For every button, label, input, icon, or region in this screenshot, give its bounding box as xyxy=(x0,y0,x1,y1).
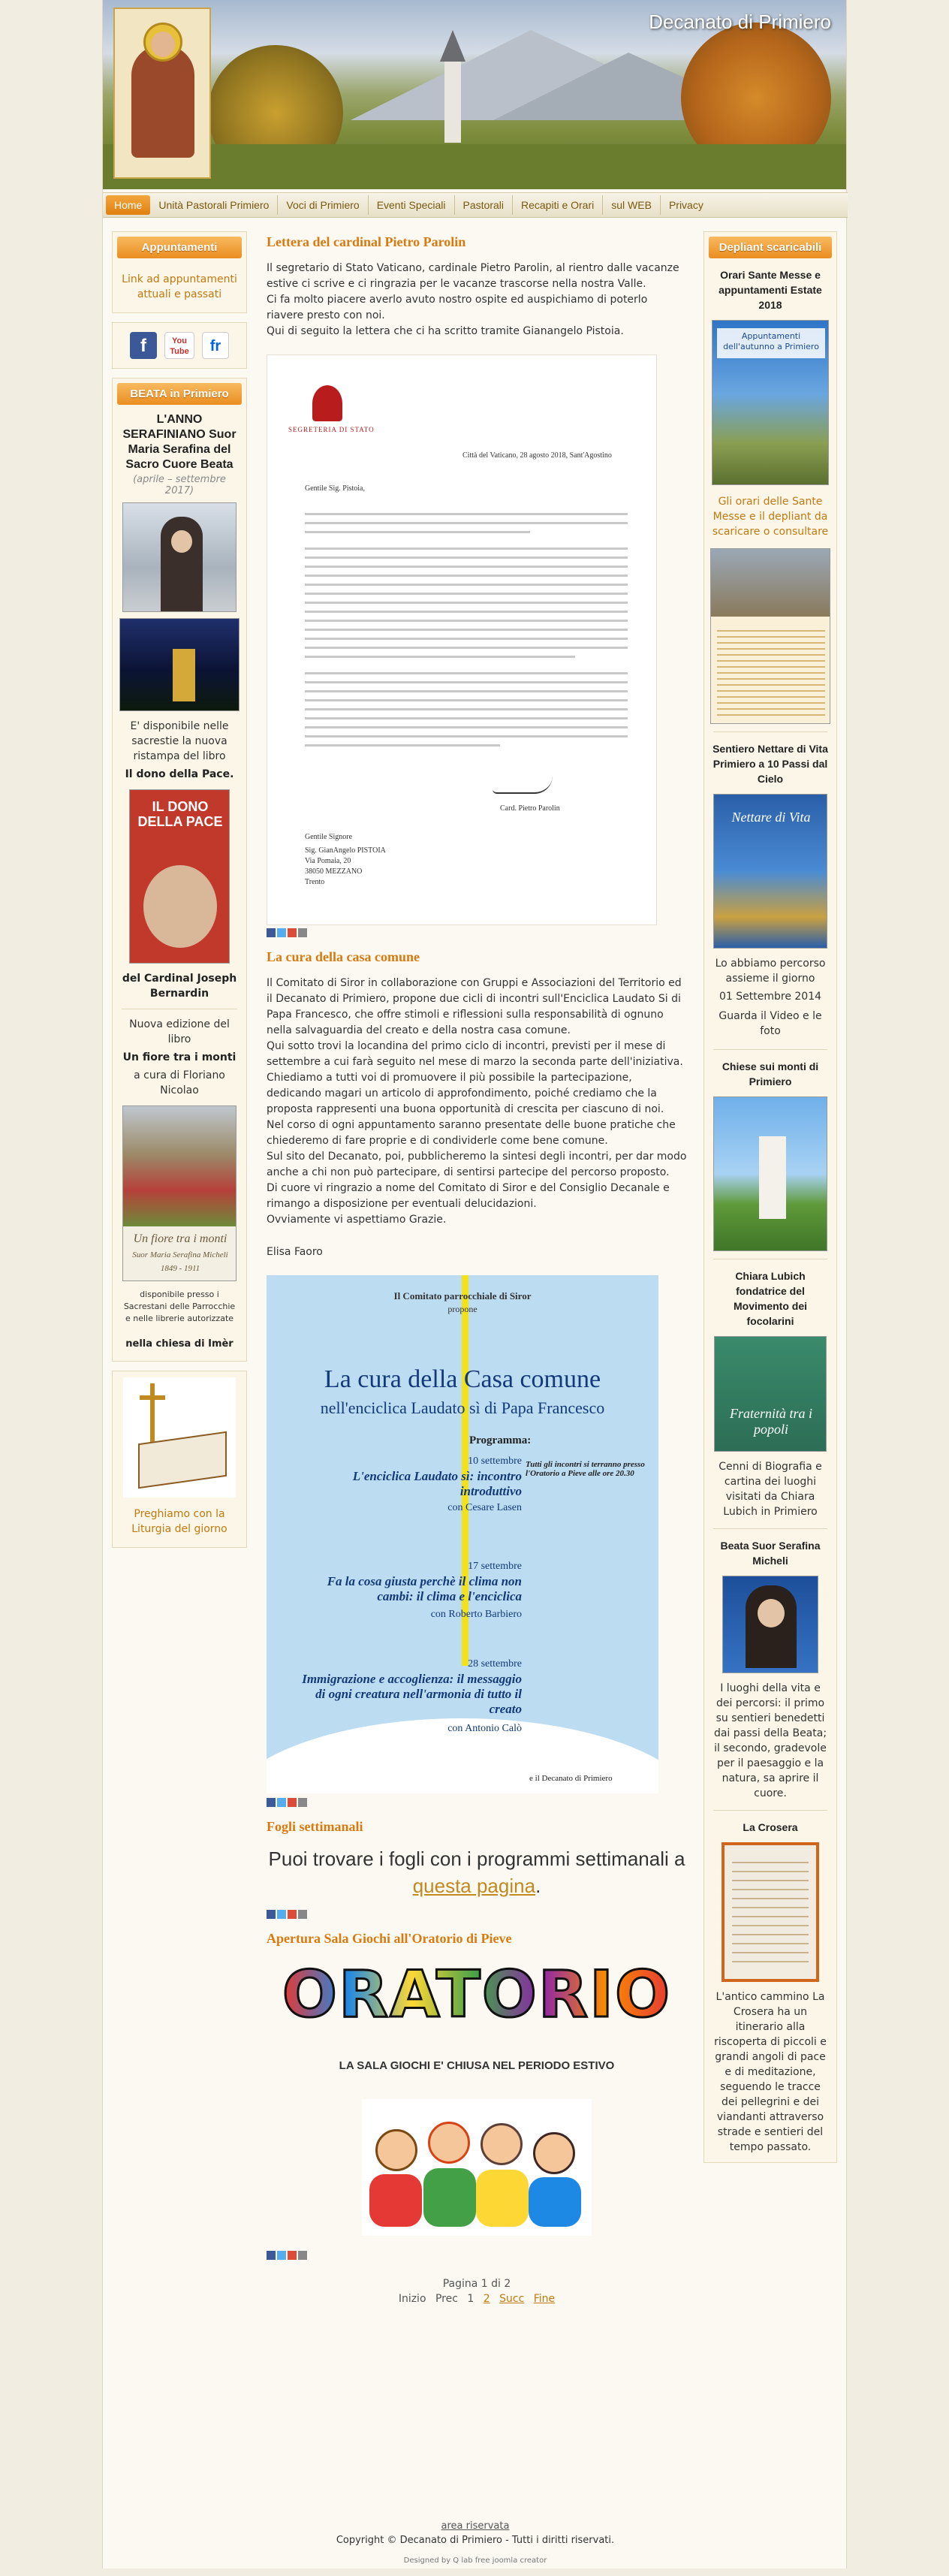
saint-face-icon xyxy=(151,32,175,57)
liturgia-box xyxy=(112,1371,247,1548)
cross-icon xyxy=(150,1383,155,1443)
signature-icon xyxy=(493,776,553,794)
youtube-icon[interactable]: You Tube xyxy=(164,332,194,359)
book-cover-fiore[interactable] xyxy=(122,1106,236,1281)
poster-speaker3: con Antonio Calò xyxy=(447,1723,522,1734)
sentiero-text1: Lo abbiamo percorso assieme il giorno xyxy=(715,958,826,985)
lubich-title: Chiara Lubich fondatrice del Movimento dei focolarini xyxy=(733,1270,807,1327)
messe-depliant-cover[interactable] xyxy=(712,320,829,485)
letter-line xyxy=(305,584,628,586)
sentiero-title: Sentiero Nettare di Vita Primiero a 10 Passi dal Cielo xyxy=(713,743,828,785)
pagination-next[interactable]: Succ xyxy=(499,2293,525,2305)
bible-cross-image[interactable] xyxy=(123,1377,236,1498)
child-face-icon xyxy=(481,2123,523,2165)
gplus-share-icon[interactable] xyxy=(288,2251,297,2260)
child-body-icon xyxy=(476,2170,529,2227)
poster-date3: 28 settembre xyxy=(468,1658,522,1670)
beata-box xyxy=(112,378,247,1362)
lubich-cover-text: Fraternità tra i popoli xyxy=(729,1406,812,1437)
poster-programma: Programma: xyxy=(469,1434,532,1446)
children-cartoon-image xyxy=(362,2099,592,2236)
letter-line xyxy=(305,681,628,683)
email-share-icon[interactable] xyxy=(298,1798,307,1807)
lubich-text: Cenni di Biografia e cartina dei luoghi visitati da Chiara Lubich in Primiero xyxy=(719,1461,822,1518)
crosera-map-image xyxy=(732,1854,809,1967)
letter-line xyxy=(305,611,628,613)
book2-author: a cura di Floriano Nicolao xyxy=(134,1069,225,1096)
email-share-icon[interactable] xyxy=(298,928,307,937)
messe-link[interactable]: Gli orari delle Sante Messe e il depliant da scaricare o consultare xyxy=(712,496,829,538)
right-sidebar xyxy=(703,231,837,2172)
oratorio-logo xyxy=(267,1957,687,2032)
share-bar xyxy=(267,1910,687,1919)
letter-line xyxy=(305,557,628,559)
footer xyxy=(103,2520,848,2565)
new-edition-text: Nuova edizione del libro xyxy=(129,1018,230,1045)
letter-line xyxy=(305,566,628,568)
poster-date1: 10 settembre xyxy=(468,1455,522,1467)
letter-line xyxy=(305,656,575,658)
messe-title: Orari Sante Messe e appuntamenti Estate 2018 xyxy=(719,269,822,311)
divider xyxy=(713,1049,827,1050)
site-logo[interactable] xyxy=(113,8,211,179)
letter-line xyxy=(305,726,628,728)
letter-line xyxy=(305,672,628,674)
fogli-text-body: Puoi trovare i fogli con i programmi settimanali a xyxy=(268,1848,685,1870)
reserved-link[interactable]: area riservata xyxy=(441,2520,510,2532)
article1-text: Il segretario di Stato Vaticano, cardinale Pietro Parolin, al rientro dalle vacanze estive ci scrive e ci ringrazia per le vacanze trascorse nella nostra Valle. Ci fa molto piacere averlo avuto nostro ospite ed auspichiamo di poterlo riavere presto con noi. Qui di seguito la lettera che ci ha scritto tramite Gianangelo Pistoia. xyxy=(267,262,679,337)
letter-line xyxy=(305,744,500,747)
gplus-share-icon[interactable] xyxy=(288,1910,297,1919)
poster-note: Tutti gli incontri si terranno presso l'Oratorio a Pieve alle ore 20.30 xyxy=(526,1460,645,1478)
sentiero-cover[interactable] xyxy=(713,794,827,949)
letter-line xyxy=(305,593,628,595)
article1-title[interactable]: Lettera del cardinal Pietro Parolin xyxy=(267,234,466,249)
crosera-title: La Crosera xyxy=(743,1821,798,1833)
casa-comune-poster[interactable] xyxy=(267,1275,658,1793)
facebook-icon[interactable]: f xyxy=(130,332,157,359)
site-title: Decanato di Primiero xyxy=(649,11,831,33)
child-face-icon xyxy=(533,2132,575,2174)
pagination-info: Pagina 1 di 2 xyxy=(442,2278,511,2290)
appuntamenti-link[interactable]: Link ad appuntamenti attuali e passati xyxy=(122,273,237,300)
poster-top1: Il Comitato parrocchiale di Siror xyxy=(393,1290,532,1302)
beata-title: BEATA in Primiero xyxy=(117,383,242,405)
nav-recapiti[interactable]: Recapiti e Orari xyxy=(513,195,603,215)
letter-addr3: Via Pomaia, 20 xyxy=(305,857,351,865)
facebook-share-icon[interactable] xyxy=(267,1798,276,1807)
facebook-share-icon[interactable] xyxy=(267,1910,276,1919)
depliant-title: Depliant scaricabili xyxy=(709,237,832,258)
nun-face-icon xyxy=(758,1599,785,1627)
email-share-icon[interactable] xyxy=(298,2251,307,2260)
letter-line xyxy=(305,513,628,515)
twitter-share-icon[interactable] xyxy=(277,1798,286,1807)
article2-title[interactable]: La cura della casa comune xyxy=(267,949,420,964)
sala-giochi-notice: LA SALA GIOCHI E' CHIUSA NEL PERIODO ESTIVO xyxy=(339,2059,615,2072)
nav-sul-web[interactable]: sul WEB xyxy=(603,195,661,215)
social-box xyxy=(112,322,247,369)
nav-unita-pastorali[interactable]: Unità Pastorali Primiero xyxy=(150,195,278,215)
letter-line xyxy=(305,708,628,710)
book2-photo xyxy=(123,1106,236,1226)
child-body-icon xyxy=(529,2177,581,2227)
child-face-icon xyxy=(428,2122,470,2164)
chapel-icon xyxy=(759,1136,786,1219)
poster-title: La cura della Casa comune xyxy=(324,1365,601,1393)
poster-date2: 17 settembre xyxy=(468,1561,522,1572)
beata-heading: L'ANNO SERAFINIANO Suor Maria Serafina del Sacro Cuore Beata xyxy=(122,413,236,471)
header-banner xyxy=(103,0,846,189)
sentiero-cover-text: Nettare di Vita xyxy=(731,810,811,825)
letter-line xyxy=(305,638,628,640)
letter-line xyxy=(305,575,628,577)
letter-date: Città del Vaticano, 28 agosto 2018, Sant'Agostino xyxy=(462,451,612,460)
pagination xyxy=(267,2293,687,2305)
share-bar xyxy=(267,928,687,937)
letter-line xyxy=(305,717,628,719)
book2-cover-years: 1849 - 1911 xyxy=(160,1264,200,1273)
share-bar xyxy=(267,2251,687,2260)
letter-sign: Card. Pietro Parolin xyxy=(500,804,560,813)
gplus-share-icon[interactable] xyxy=(288,928,297,937)
copyright: Copyright © Decanato di Primiero - Tutti i diritti riservati. xyxy=(336,2535,615,2546)
poster-subtitle: nell'enciclica Laudato sì di Papa Francesco xyxy=(320,1398,605,1417)
book-available-text: E' disponibile nelle sacrestie la nuova ristampa del libro xyxy=(130,720,229,762)
left-sidebar xyxy=(112,231,247,1557)
book2-title: Un fiore tra i monti xyxy=(122,1051,236,1063)
nav-privacy[interactable]: Privacy xyxy=(668,199,703,211)
depliant-box xyxy=(703,231,837,2163)
crosera-cover[interactable] xyxy=(722,1842,819,1982)
vatican-crest-icon xyxy=(312,385,342,421)
nun-face-icon xyxy=(171,530,192,553)
letter-line xyxy=(305,602,628,604)
lubich-cover[interactable] xyxy=(714,1336,827,1452)
child-body-icon xyxy=(369,2174,422,2227)
divider xyxy=(713,731,827,732)
poster-talk2: Fa la cosa giusta perchè il clima non cambi: il clima e l'enciclica xyxy=(327,1574,522,1603)
messe-cover-text: Appuntamenti dell'autunno a Primiero xyxy=(717,328,825,358)
article2-text: Il Comitato di Siror in collaborazione con Gruppi e Associazioni del Territorio ed il Decanato di Primiero, propone due cicli di incontri sull'Enciclica Laudato Si di Papa Francesco, che offre stimoli e riflessioni sulla responsabilità di ognuno nella salvaguardia del creato e della nostra casa comune. Qui sotto trovi la locandina del primo ciclo di incontri, previsti per il mese di settembre a cui farà seguito nel mese di marzo la seconda parte dell'iniziativa. Chiediamo a tutti voi di promuovere il più possibile la partecipazione, dedicando magari un articolo di approfondimento, poiché crediamo che la proposta rappresenti una buona opportunità di crescita per ciascuno di noi. Nel corso di ogni appuntamento saranno presentate delle buone pratiche che chiederemo di fare proprie e di condividerle come bene comune. Sul sito del Decanato, poi, pubblicheremo la sintesi degli incontri, per dar modo anche a chi non può partecipare, di sentirsi partecipe del percorso proposto. Di cuore vi ringrazio a nome del Comitato di Siror e del Consiglio Decanale e rimango a disposizione per eventuali delucidazioni. Ovviamente vi aspettiamo Grazie. xyxy=(267,977,687,1226)
letter-addr2: Sig. GianAngelo PISTOIA xyxy=(305,846,386,855)
orari-messe-depliant[interactable] xyxy=(710,548,830,724)
schedule-table-image xyxy=(717,626,825,716)
letter-greeting: Gentile Sig. Pistoia, xyxy=(305,484,365,493)
pagination-prev: Prec xyxy=(435,2293,458,2305)
main-navigation xyxy=(103,192,848,218)
letter-org: SEGRETERIA DI STATO xyxy=(288,426,375,433)
poster-foot: e il Decanato di Primiero xyxy=(529,1774,613,1783)
chiese-photo[interactable] xyxy=(713,1096,827,1251)
appuntamenti-box xyxy=(112,231,247,313)
village-photo xyxy=(711,549,830,617)
divider xyxy=(713,1528,827,1529)
pagination-page1: 1 xyxy=(467,2293,474,2305)
letter-line xyxy=(305,647,628,649)
letter-addr4: 38050 MEZZANO xyxy=(305,867,363,876)
divider xyxy=(713,1810,827,1811)
chiese-title: Chiese sui monti di Primiero xyxy=(722,1060,819,1087)
pagination-end[interactable]: Fine xyxy=(533,2293,556,2305)
parolin-letter-image[interactable] xyxy=(267,354,657,925)
oratorio-logo-text: ORATORIO xyxy=(282,1957,672,2032)
poster-top2: propone xyxy=(447,1304,478,1314)
meadow-image xyxy=(103,144,846,189)
serafina-cover[interactable] xyxy=(722,1576,818,1673)
letter-addr5: Trento xyxy=(305,878,325,886)
sentiero-video-link[interactable]: Guarda il Video e le foto xyxy=(719,1010,822,1037)
facebook-share-icon[interactable] xyxy=(267,928,276,937)
saint-figure-icon xyxy=(131,45,194,158)
email-share-icon[interactable] xyxy=(298,1910,307,1919)
letter-line xyxy=(305,735,628,738)
fogli-link[interactable]: questa pagina xyxy=(412,1875,536,1897)
serafina-title: Beata Suor Serafina Micheli xyxy=(720,1540,821,1567)
letter-line xyxy=(305,699,628,701)
facebook-share-icon[interactable] xyxy=(267,2251,276,2260)
letter-line xyxy=(305,547,628,550)
letter-line xyxy=(305,522,628,524)
pagination-start: Inizio xyxy=(398,2293,426,2305)
beata-period: (aprile – settembre 2017) xyxy=(133,474,226,496)
nav-voci[interactable]: Voci di Primiero xyxy=(278,195,368,215)
nav-eventi[interactable]: Eventi Speciali xyxy=(369,195,455,215)
serafina-text: I luoghi della vita e dei percorsi: il primo su sentieri benedetti dai passi della Beata; il secondo, gradevole per il paesaggio e la natura, sa aprire il cuore. xyxy=(713,1682,827,1799)
fogli-text xyxy=(267,1845,687,1899)
appuntamenti-title: Appuntamenti xyxy=(117,237,242,258)
flickr-icon[interactable]: fr xyxy=(202,332,229,359)
availability-text: disponibile presso i Sacrestani delle Parrocchie e nelle librerie autorizzate xyxy=(123,1290,236,1323)
sentiero-date: 01 Settembre 2014 xyxy=(719,991,822,1003)
poster-speaker1: con Cesare Lasen xyxy=(447,1502,522,1513)
twitter-share-icon[interactable] xyxy=(277,1910,286,1919)
page-wrapper xyxy=(102,0,847,2568)
article2-author: Elisa Faoro xyxy=(267,1246,323,1258)
pagination-page2[interactable]: 2 xyxy=(483,2293,490,2305)
book2-cover-sub: Suor Maria Serafina Micheli xyxy=(132,1250,228,1259)
serafina-photo[interactable] xyxy=(122,502,236,612)
church-tower-image xyxy=(444,60,461,143)
church-night-photo[interactable] xyxy=(119,618,240,711)
church-imer-text: nella chiesa di Imèr xyxy=(125,1338,233,1350)
designer-credit[interactable]: Designed by Q lab free joomla creator xyxy=(403,2556,547,2565)
cardinal-portrait-icon xyxy=(143,865,217,948)
book-author: del Cardinal Joseph Bernardin xyxy=(122,973,237,1000)
poster-talk1: L'enciclica Laudato sì: incontro introduttivo xyxy=(352,1469,522,1498)
main-content xyxy=(267,231,687,2305)
nav-home[interactable]: Home xyxy=(106,195,150,215)
nav-pastorali[interactable]: Pastorali xyxy=(455,195,513,215)
letter-line xyxy=(305,690,628,692)
share-bar xyxy=(267,1798,687,1807)
article3-title[interactable]: Fogli settimanali xyxy=(267,1819,363,1834)
crosera-text: L'antico cammino La Crosera ha un itinerario alla riscoperta di piccoli e grandi angoli di pace e di meditazione, seguendo le tracce dei pellegrini e dei viandanti attraverso strade e sentieri del tempo passato. xyxy=(714,1991,827,2153)
liturgia-link[interactable]: Preghiamo con la Liturgia del giorno xyxy=(131,1508,227,1535)
book-title: Il dono della Pace. xyxy=(125,768,234,780)
poster-talk3: Immigrazione e accoglienza: il messaggio di ogni creatura nell'armonia di tutto il creato xyxy=(302,1672,522,1716)
letter-line xyxy=(305,620,628,622)
twitter-share-icon[interactable] xyxy=(277,928,286,937)
twitter-share-icon[interactable] xyxy=(277,2251,286,2260)
letter-addr1: Gentile Signore xyxy=(305,833,353,841)
letter-line xyxy=(305,531,530,533)
poster-speaker2: con Roberto Barbiero xyxy=(430,1609,522,1620)
book-cover-title: IL DONO DELLA PACE xyxy=(137,799,223,829)
article4-title[interactable]: Apertura Sala Giochi all'Oratorio di Pieve xyxy=(267,1931,512,1946)
child-body-icon xyxy=(423,2168,476,2227)
book-cover-dono-pace[interactable] xyxy=(129,789,230,964)
cross-bar-icon xyxy=(140,1395,165,1400)
gplus-share-icon[interactable] xyxy=(288,1798,297,1807)
book2-cover-caption: Un fiore tra i monti xyxy=(133,1232,227,1245)
fogli-text-end: . xyxy=(535,1875,541,1897)
letter-line xyxy=(305,629,628,631)
church-light-icon xyxy=(173,649,195,701)
child-face-icon xyxy=(375,2129,417,2171)
